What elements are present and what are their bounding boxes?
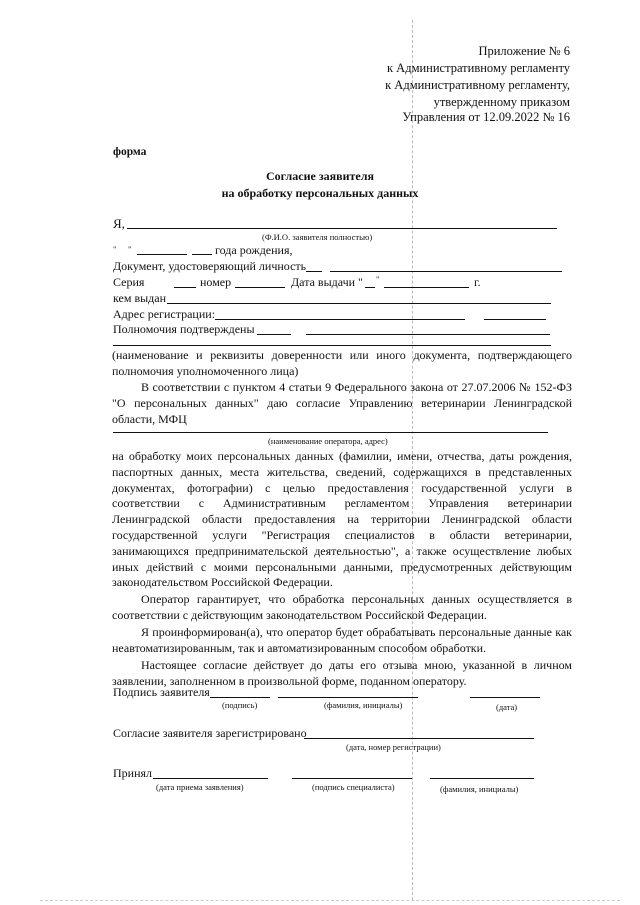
- scan-bottom-edge: [40, 900, 620, 901]
- field-ya-label: Я,: [113, 216, 125, 231]
- birth-quote-close: ": [128, 244, 132, 254]
- title-line-1: Согласие заявителя: [266, 169, 374, 183]
- address-label: Адрес регистрации:: [113, 307, 216, 321]
- issue-month-line: [384, 287, 469, 288]
- address-line-a: [215, 319, 465, 320]
- processing-paragraph: на обработку моих персональных данных (фамилии, имени, отчества, даты рождения, паспортных данных, места жительства, сведений, содержащихся в представленных документах, фотографии) с целью предоставления государственной услуги в соответствии с Административным регламентом Управления ветеринарии Ленинградской области предоставления на территории Ленинградской области государственной услуги "Регистрация специалистов в области ветеринарии, занимающихся предпринимательской деятельностью", а также осуществление любых иных действий с моими персональными данными, предусмотренных действующим законодательством Российской Федерации.: [112, 449, 572, 590]
- signature-name-line: [278, 697, 418, 698]
- birth-label: года рождения,: [215, 243, 293, 257]
- powers-line-a: [257, 334, 291, 335]
- signature-line: [210, 697, 270, 698]
- informed-paragraph: Я проинформирован(а), что оператор будет обрабатывать персональные данные как неавтоматизированным, так и автоматизированным способом обработки.: [112, 625, 572, 655]
- header-line-3: к Административному регламенту,: [385, 78, 570, 92]
- powers-line-c: [113, 345, 551, 346]
- powers-line-b: [306, 334, 550, 335]
- issued-by-label: кем выдан: [113, 291, 167, 305]
- operator-hint: (наименование оператора, адрес): [268, 436, 388, 446]
- guarantee-paragraph: Оператор гарантирует, что обработка персональных данных осуществляется в соответствии с действующим законодательством Российской Федерации.: [112, 592, 572, 622]
- document-line-a: [306, 271, 322, 272]
- accepted-date-hint: (дата приема заявления): [156, 782, 244, 792]
- issue-quote-close: ": [376, 274, 380, 284]
- birth-quote-open: ": [113, 244, 117, 254]
- header-line-2: к Административному регламенту: [386, 61, 570, 75]
- header-line-1: Приложение № 6: [478, 44, 570, 58]
- birth-year-line: [192, 254, 212, 255]
- consent-intro-paragraph: В соответствии с пунктом 4 статьи 9 Федерального закона от 27.07.2006 № 152-ФЗ "О персональных данных" даю согласие Управлению ветеринарии Ленинградской области, МФЦ: [112, 380, 572, 426]
- operator-line: [113, 432, 548, 433]
- accepted-label: Принял: [113, 766, 153, 780]
- document-line-b: [330, 271, 562, 272]
- accepted-date-line: [153, 778, 268, 779]
- title-line-2: на обработку персональных данных: [221, 186, 419, 200]
- powers-label: Полномочия подтверждены: [113, 322, 255, 336]
- form-label: форма: [113, 146, 147, 158]
- nomer-label: номер: [200, 275, 232, 289]
- fio-line: [127, 228, 557, 229]
- signature-hint: (подпись): [222, 700, 258, 710]
- accepted-spec-hint: (подпись специалиста): [312, 782, 395, 792]
- address-line-b: [484, 319, 546, 320]
- nomer-line: [235, 287, 285, 288]
- issue-date-label: Дата выдачи ": [291, 275, 363, 289]
- trustee-document-paragraph: (наименование и реквизиты доверенности или иного документа, подтверждающего полномочия уполномоченного лица): [112, 348, 572, 378]
- issue-day-line: [365, 287, 375, 288]
- issued-by-line: [167, 303, 551, 304]
- header-line-4: утвержденному приказом: [433, 95, 570, 109]
- accepted-name-line: [430, 778, 534, 779]
- accepted-name-hint: (фамилия, инициалы): [440, 784, 519, 794]
- document-label: Документ, удостоверяющий личность: [113, 259, 307, 273]
- signature-date-line: [470, 697, 540, 698]
- signature-label: Подпись заявителя: [113, 685, 210, 699]
- seria-line: [174, 287, 196, 288]
- fio-hint: (Ф.И.О. заявителя полностью): [262, 232, 373, 242]
- accepted-spec-line: [292, 778, 412, 779]
- registration-hint: (дата, номер регистрации): [346, 742, 441, 752]
- registration-line: [304, 738, 534, 739]
- registration-label: Согласие заявителя зарегистрировано: [113, 726, 307, 740]
- header-line-5: Управления от 12.09.2022 № 16: [402, 110, 570, 124]
- signature-date-hint: (дата): [496, 702, 518, 712]
- validity-paragraph: Настоящее согласие действует до даты его отзыва мною, указанной в личном заявлении, заполненном в произвольной форме, поданном оператору.: [112, 658, 572, 688]
- year-suffix: г.: [474, 275, 481, 289]
- signature-name-hint: (фамилия, инициалы): [324, 700, 403, 710]
- birth-month-line: [137, 254, 187, 255]
- seria-label: Серия: [113, 275, 145, 289]
